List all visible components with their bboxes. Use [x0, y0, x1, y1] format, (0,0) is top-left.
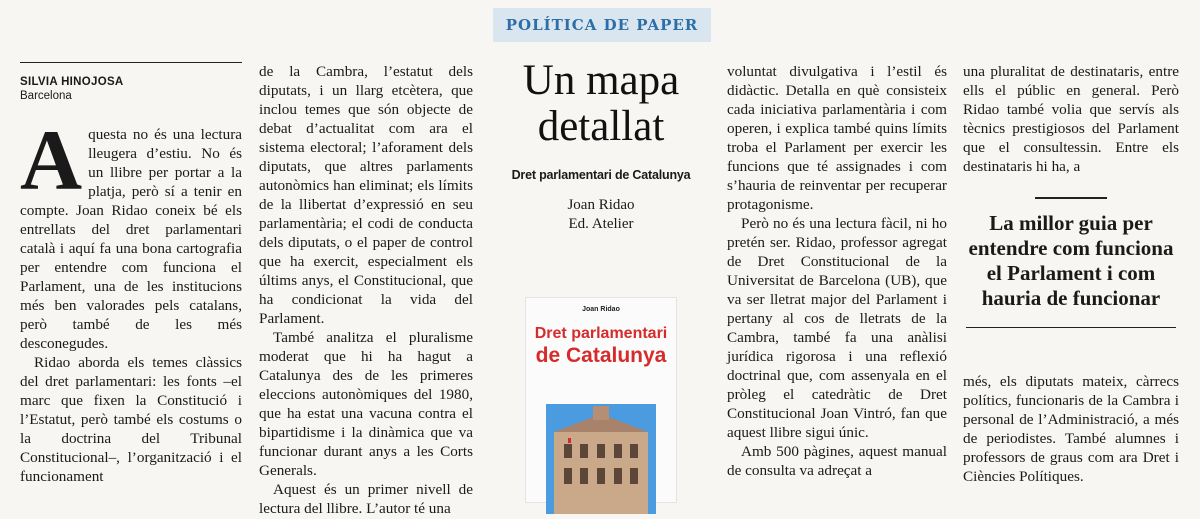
pull-quote: [963, 197, 1179, 328]
article-paragraph: voluntat divulgativa i l’estil és didàctic. Detalla en què consisteix cada iniciativa parlamentària i com operen, i explica també quins límits troba el Parlament per exercir les funcions que té assignades i com s’hauria de reinventar per recuperar protagonisme.: [727, 63, 947, 213]
article-paragraph: de la Cambra, l’estatut dels diputats, i un llarg etcètera, que inclou temes que són objecte de debat d’actualitat com ara el sistema electoral; l’aforament dels diputats, que altres parlaments autonòmics han eliminat; els límits de la llibertat d’expressió en seu parlamentària; el codi de conducta dels diputats, o el paper de control que ha exercit, especialment els últims anys, el Constitucional, que ha condicionat la vida del Parlament.: [259, 63, 473, 327]
book-title: Dret parlamentari de Catalunya: [511, 168, 691, 182]
book-meta: [490, 196, 712, 234]
cover-author: Joan Ridao: [582, 306, 620, 313]
drop-cap: A: [20, 112, 83, 208]
article-paragraph: També analitza el pluralisme moderat que hi ha hagut a Catalunya des de les primeres eleccions autonòmiques del 1980, que ha estat una vacuna contra el bipartidisme i la dinàmica que va funcionar durant anys a les Corts Generals.: [259, 329, 473, 479]
byline-place: Barcelona: [20, 90, 72, 102]
pull-quote-divider: [966, 327, 1176, 328]
article-paragraph: una pluralitat de destinataris, entre ells el públic en general. Però Ridao també volia que servís als tècnics prestigiosos del Parlament que el consultessin. Entre els destinataris hi ha, a: [963, 63, 1179, 175]
byline-author: SILVIA HINOJOSA: [20, 76, 124, 88]
article-paragraph: Aquest és un primer nivell de lectura del llibre. L’autor té una: [259, 481, 473, 517]
headline: Un mapa detallat: [522, 57, 680, 150]
article-column-2: [259, 62, 473, 518]
article-paragraph: Amb 500 pàgines, aquest manual de consulta va adreçat a: [727, 443, 947, 479]
article-paragraph: Ridao aborda els temes clàssics del dret parlamentari: les fonts –el marc que fixen la Constitució i l’Estatut, però també els costums o la doctrina del Tribunal Constitucional–, l’organització i el funcionament: [20, 354, 242, 485]
book-cover-image: [525, 297, 677, 503]
parliament-building-photo: [546, 404, 656, 514]
pull-quote-rule: [1035, 197, 1107, 199]
article-paragraph: Aquesta no és una lectura lleugera d’estiu. No és un llibre per portar a la platja, però sí a tenir en compte. Joan Ridao coneix bé els entrellats del dret parlamentari català i aquí fa una bona cartografia per entendre com funciona el Parlament, una de les institucions més ben valorades pels catalans, però també de les més desconegudes.: [20, 112, 242, 352]
headline-block: [490, 58, 712, 234]
article-column-5: [963, 62, 1179, 176]
cover-title: Dret parlamentari de Catalunya: [534, 325, 668, 367]
article-column-5-continued: [963, 372, 1179, 486]
article-column-4: [727, 62, 947, 480]
section-label: POLÍTICA DE PAPER: [493, 8, 711, 42]
book-publisher: Ed. Atelier: [568, 216, 634, 232]
pull-quote-text: La millor guia per entendre com funciona el Parlament i com hauria de funcionar: [968, 211, 1174, 310]
book-author: Joan Ridao: [567, 197, 635, 213]
article-column-1: [20, 62, 242, 486]
article-paragraph: més, els diputats mateix, càrrecs polítics, funcionaris de la Cambra i personal de l’Administració, a més de periodistes. També alumnes i professors de graus com ara Dret i Ciències Polítiques.: [963, 373, 1179, 485]
article-paragraph: Però no és una lectura fàcil, ni ho pretén ser. Ridao, professor agregat de Dret Constitucional de la Universitat de Barcelona (UB), que va ser lletrat major del Parlament i pertany al cos de lletrats de la Cambra, també fa una anàlisi jurídica rigorosa i una reflexió doctrinal que, com assenyala en el pròleg el catedràtic de Dret Constitucional Joan Vintró, fan que aquest llibre sigui únic.: [727, 215, 947, 441]
